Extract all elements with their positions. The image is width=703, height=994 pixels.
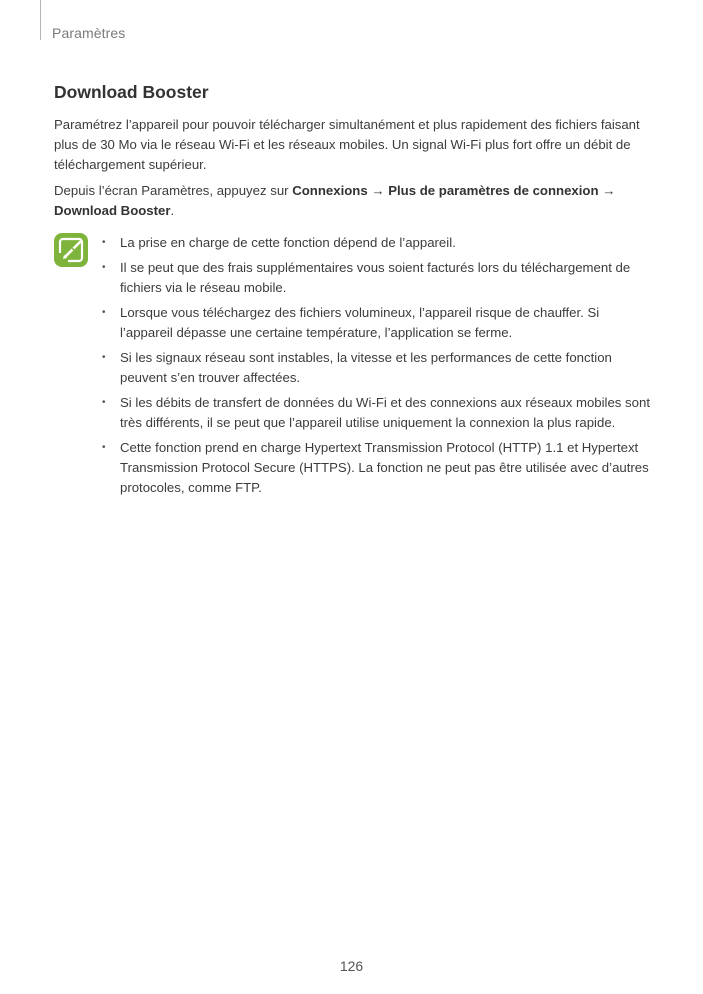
path-step-download-booster: Download Booster [54,203,171,218]
note-list-item [102,348,654,388]
note-list-item [102,438,654,498]
navigation-path [54,181,654,221]
path-step-connexions: Connexions [292,183,368,198]
bullet-icon: • [102,237,106,248]
page-number: 126 [339,958,364,974]
bullet-icon: • [102,352,106,363]
note-list-item [102,303,654,343]
running-header: Paramètres [52,25,126,41]
section-title: Download Booster [54,82,209,102]
path-arrow: → [598,183,616,198]
path-arrow: → [367,183,389,198]
bullet-icon: • [102,307,106,318]
path-prefix: Depuis l’écran Paramètres, appuyez sur [54,183,293,198]
note-item-text: Si les débits de transfert de données du Wi-Fi et des connexions aux réseaux mobiles sont très différents, il se peut que l’appareil utilise uniquement la connexion la plus rapide. [120,395,650,430]
note-item-text: Il se peut que des frais supplémentaires vous soient facturés lors du téléchargement de fichiers via le réseau mobile. [120,260,631,295]
note-item-text: La prise en charge de cette fonction dépend de l’appareil. [120,235,456,250]
main-content [54,82,654,503]
note-list-item [102,233,654,253]
note-list-item [102,258,654,298]
note-list-item [102,393,654,433]
path-step-more-settings: Plus de paramètres de connexion [388,183,599,198]
header-divider [40,0,41,40]
intro-paragraph: Paramétrez l’appareil pour pouvoir télécharger simultanément et plus rapidement des fichiers faisant plus de 30 Mo via le réseau Wi-Fi et les réseaux mobiles. Un signal Wi-Fi plus fort offre un débit de téléchargement supérieur. [54,117,640,172]
note-item-text: Si les signaux réseau sont instables, la vitesse et les performances de cette fonction peuvent s’en trouver affectées. [120,350,612,385]
bullet-icon: • [102,442,106,453]
note-block [54,233,654,498]
note-item-text: Lorsque vous téléchargez des fichiers volumineux, l’appareil risque de chauffer. Si l’appareil dépasse une certaine température, l’application se ferme. [120,305,600,340]
bullet-icon: • [102,262,106,273]
note-list [54,233,654,498]
path-suffix: . [170,203,175,218]
note-item-text: Cette fonction prend en charge Hypertext Transmission Protocol (HTTP) 1.1 et Hypertext Transmission Protocol Secure (HTTPS). La fonction ne peut pas être utilisée avec d’autres protocoles, comme FTP. [120,440,649,495]
note-pencil-icon [54,233,88,267]
bullet-icon: • [102,397,106,408]
